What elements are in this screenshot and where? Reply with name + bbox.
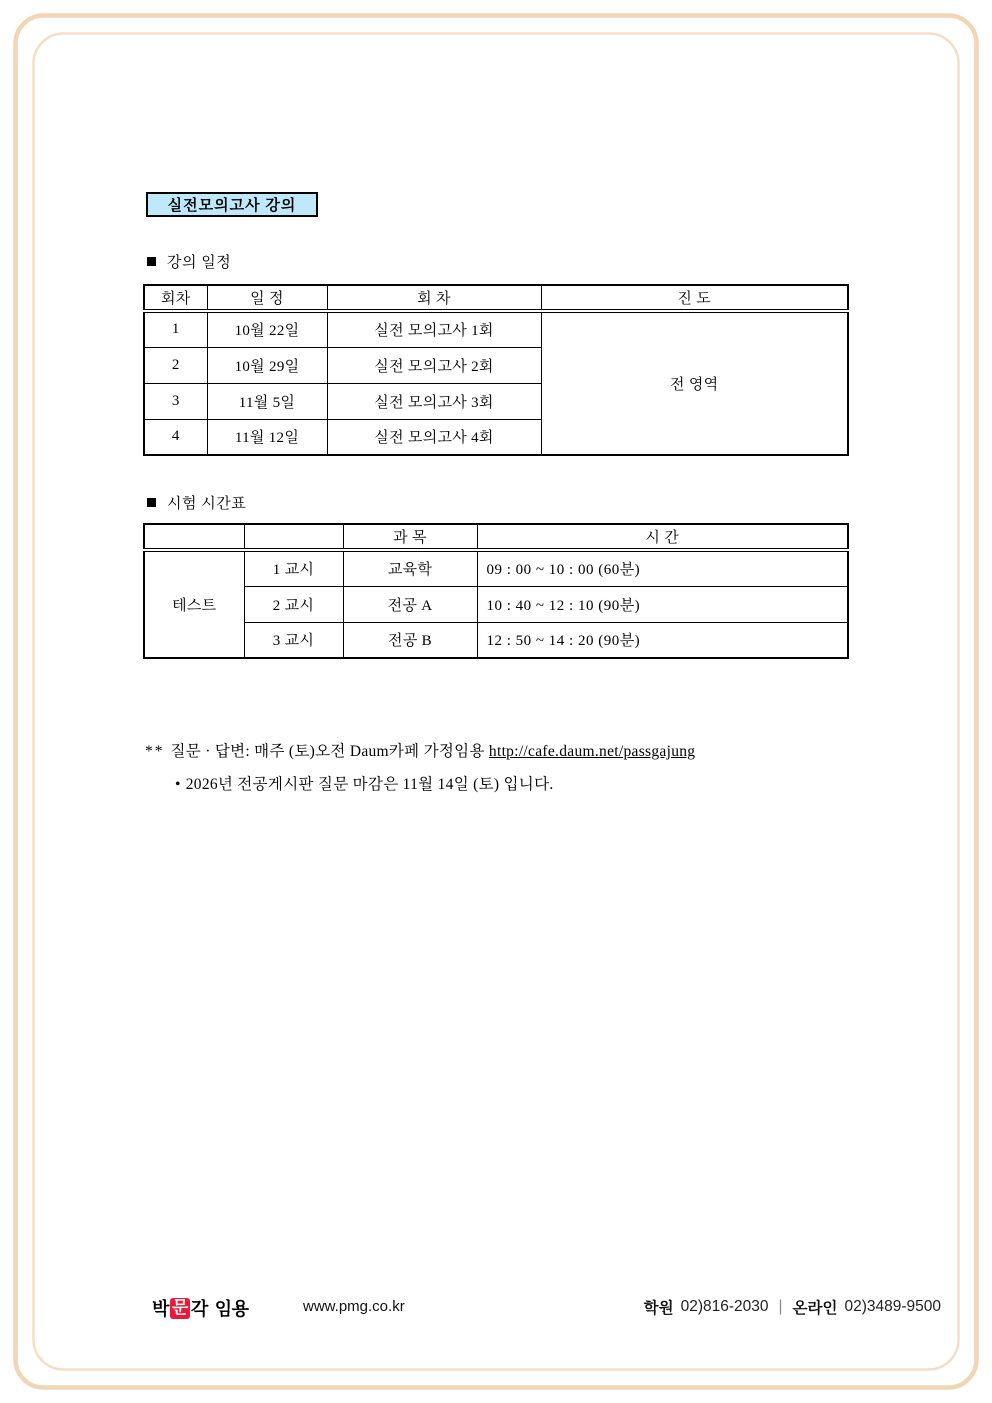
col-header-scope: 진 도 xyxy=(541,285,848,311)
footnote-line-deadline xyxy=(145,768,695,801)
table-header-row xyxy=(144,524,848,550)
table-row xyxy=(144,311,848,347)
period-cell: 1 교시 xyxy=(244,550,343,586)
pmg-logo xyxy=(152,1295,249,1321)
time-cell: 10 : 40 ~ 12 : 10 (90분) xyxy=(477,586,848,622)
col-header-date: 일 정 xyxy=(207,285,327,311)
exam-timetable-table xyxy=(143,523,849,659)
footnote xyxy=(145,735,695,801)
session-cell: 실전 모의고사 2회 xyxy=(327,347,541,383)
session-cell: 실전 모의고사 4회 xyxy=(327,419,541,455)
square-bullet-icon xyxy=(147,257,156,266)
time-cell: 09 : 00 ~ 10 : 00 (60분) xyxy=(477,550,848,586)
dot-bullet-icon: • xyxy=(175,776,181,793)
lecture-schedule-table xyxy=(143,284,849,456)
round-cell: 1 xyxy=(144,311,207,347)
round-cell: 4 xyxy=(144,419,207,455)
time-cell: 12 : 50 ~ 14 : 20 (90분) xyxy=(477,622,848,658)
section-heading-label: 강의 일정 xyxy=(167,255,232,271)
logo-suffix: 임용 xyxy=(214,1299,249,1319)
period-cell: 3 교시 xyxy=(244,622,343,658)
academy-phone: 02)816-2030 xyxy=(680,1298,769,1315)
session-cell: 실전 모의고사 3회 xyxy=(327,383,541,419)
divider: | xyxy=(778,1298,783,1315)
date-cell: 11월 12일 xyxy=(207,419,327,455)
round-cell: 3 xyxy=(144,383,207,419)
footnote-line-qa xyxy=(145,735,695,768)
subject-cell: 교육학 xyxy=(343,550,477,586)
page-title-label: 실전모의고사 강의 xyxy=(167,198,297,214)
scope-merged-cell: 전 영역 xyxy=(541,311,848,455)
online-label: 온라인 xyxy=(792,1300,838,1317)
logo-red-box-icon: 문 xyxy=(171,1297,188,1317)
date-cell: 10월 22일 xyxy=(207,311,327,347)
subject-cell: 전공 B xyxy=(343,622,477,658)
logo-text-part: 각 xyxy=(190,1299,208,1319)
academy-label: 학원 xyxy=(643,1300,674,1317)
col-header-session: 회 차 xyxy=(327,285,541,311)
table-row xyxy=(144,586,848,622)
table-row xyxy=(144,622,848,658)
page-footer xyxy=(0,1292,992,1322)
page-title xyxy=(146,192,318,217)
section-heading-lecture-schedule xyxy=(147,251,231,272)
col-header-round: 회차 xyxy=(144,285,207,311)
test-label-cell: 테스트 xyxy=(144,550,244,658)
col-header-empty xyxy=(144,524,244,550)
contact-info xyxy=(644,1296,941,1318)
cafe-link[interactable]: http://cafe.daum.net/passgajung xyxy=(488,743,696,760)
square-bullet-icon xyxy=(147,498,156,507)
website-url: www.pmg.co.kr xyxy=(303,1298,405,1315)
table-header-row xyxy=(144,285,848,311)
section-heading-label: 시험 시간표 xyxy=(167,496,247,512)
session-cell: 실전 모의고사 1회 xyxy=(327,311,541,347)
online-phone: 02)3489-9500 xyxy=(844,1298,941,1315)
asterisk-marker: ** xyxy=(145,743,165,760)
period-cell: 2 교시 xyxy=(244,586,343,622)
section-heading-exam-timetable xyxy=(147,492,246,513)
logo-text-part: 박 xyxy=(152,1299,169,1319)
footnote-qa-text: 질문 · 답변: 매주 (토)오전 Daum카페 가정임용 xyxy=(170,743,485,760)
date-cell: 11월 5일 xyxy=(207,383,327,419)
col-header-time: 시 간 xyxy=(477,524,848,550)
subject-cell: 전공 A xyxy=(343,586,477,622)
col-header-empty xyxy=(244,524,343,550)
date-cell: 10월 29일 xyxy=(207,347,327,383)
col-header-subject: 과 목 xyxy=(343,524,477,550)
footnote-deadline-text: 2026년 전공게시판 질문 마감은 11월 14일 (토) 입니다. xyxy=(185,776,554,793)
table-row xyxy=(144,550,848,586)
round-cell: 2 xyxy=(144,347,207,383)
